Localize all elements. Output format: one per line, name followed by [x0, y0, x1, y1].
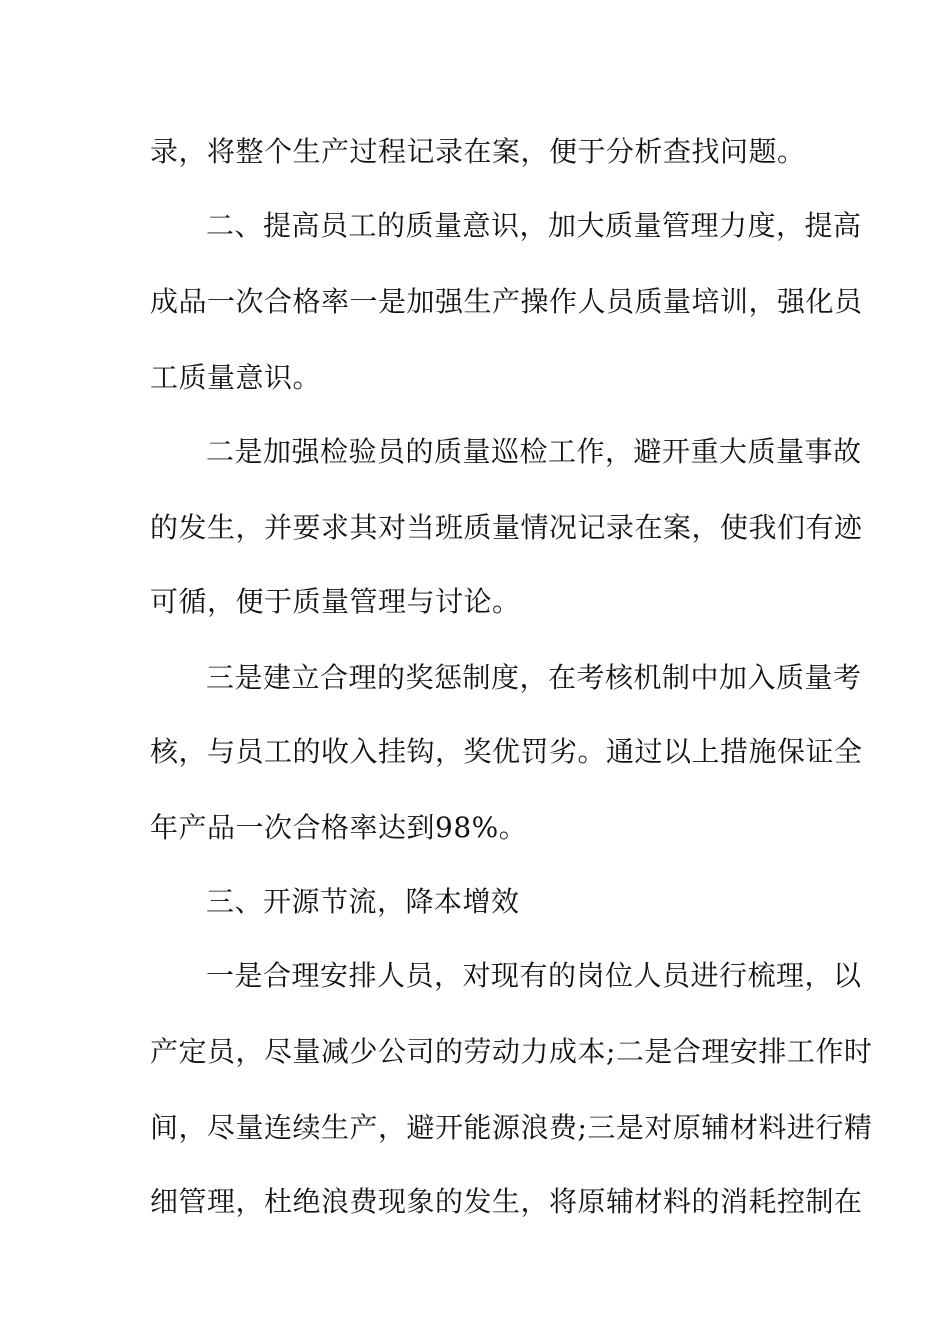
text-line: 录，将整个生产过程记录在案，便于分析查找问题。 — [150, 135, 806, 168]
text-line: 成品一次合格率一是加强生产操作人员质量培训，强化员 — [150, 285, 863, 318]
section-heading: 二、提高员工的质量意识，加大质量管理力度，提高 — [206, 209, 862, 242]
text-line: 间，尽量连续生产，避开能源浪费;三是对原辅材料进行精 — [150, 1111, 873, 1144]
paragraph-start: 二是加强检验员的质量巡检工作，避开重大质量事故 — [206, 435, 862, 468]
text-line: 产定员，尽量减少公司的劳动力成本;二是合理安排工作时 — [150, 1035, 873, 1068]
text-line: 工质量意识。 — [150, 361, 322, 394]
text-line: 年产品一次合格率达到98%。 — [150, 811, 528, 844]
text-line: 可循，便于质量管理与讨论。 — [150, 585, 521, 618]
section-heading: 三、开源节流，降本增效 — [206, 885, 520, 918]
paragraph-start: 三是建立合理的奖惩制度，在考核机制中加入质量考 — [206, 661, 862, 694]
text-line: 细管理，杜绝浪费现象的发生，将原辅材料的消耗控制在 — [150, 1185, 863, 1218]
paragraph-start: 一是合理安排人员，对现有的岗位人员进行梳理，以 — [206, 959, 862, 992]
text-line: 核，与员工的收入挂钩，奖优罚劣。通过以上措施保证全 — [150, 735, 863, 768]
text-line: 的发生，并要求其对当班质量情况记录在案，使我们有迹 — [150, 511, 863, 544]
